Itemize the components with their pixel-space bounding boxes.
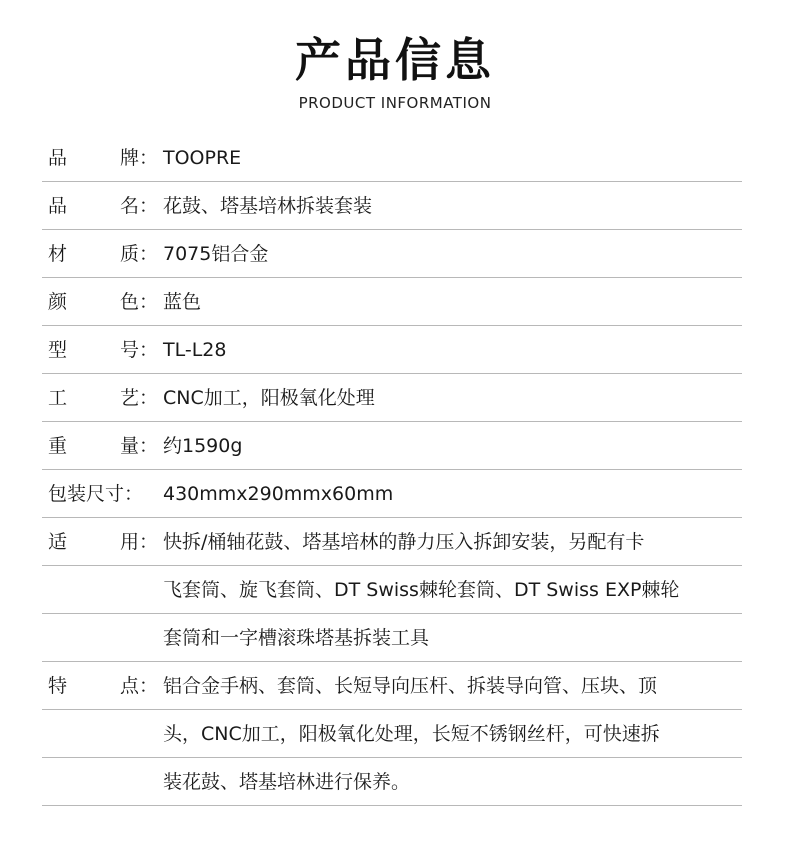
row-value: 快拆/桶轴花鼓、塔基培林的静力压入拆卸安装，另配有卡 <box>163 531 645 553</box>
row-features-cont <box>42 710 742 758</box>
label-char: 艺： <box>119 387 158 409</box>
label-char: 重 <box>48 435 68 457</box>
row-color <box>42 278 742 326</box>
row-label <box>48 422 158 470</box>
row-value: 7075铝合金 <box>163 243 269 265</box>
row-product-name <box>42 182 742 230</box>
row-value: 430mmx290mmx60mm <box>163 483 394 505</box>
row-label <box>48 470 158 518</box>
row-label <box>48 182 158 230</box>
label-char: 特 <box>48 675 68 697</box>
page-subtitle: PRODUCT INFORMATION <box>298 94 492 112</box>
label-char: 工 <box>48 387 68 409</box>
row-label <box>48 326 158 374</box>
label-char: 量： <box>119 435 158 457</box>
row-value: 约1590g <box>163 435 243 457</box>
row-value: 装花鼓、塔基培林进行保养。 <box>163 771 411 793</box>
row-applicable-cont <box>42 566 742 614</box>
row-process <box>42 374 742 422</box>
row-package-size <box>42 470 742 518</box>
row-value: 花鼓、塔基培林拆装套装 <box>163 195 373 217</box>
row-value: 铝合金手柄、套筒、长短导向压杆、拆装导向管、压块、顶 <box>163 675 658 697</box>
label-char: 品 <box>48 147 68 169</box>
row-divider <box>42 805 742 806</box>
row-label <box>48 374 158 422</box>
row-model <box>42 326 742 374</box>
label-char: 颜 <box>48 291 68 313</box>
row-features-cont <box>42 758 742 806</box>
label-char: 型 <box>48 339 68 361</box>
row-label <box>48 518 158 566</box>
label-char: 品 <box>48 195 68 217</box>
row-label <box>48 230 158 278</box>
label-char: 牌： <box>119 147 158 169</box>
row-applicable-cont <box>42 614 742 662</box>
label-char: 适 <box>48 531 68 553</box>
label-char: 号： <box>119 339 158 361</box>
label-char: 点： <box>119 675 158 697</box>
row-material <box>42 230 742 278</box>
row-label <box>48 662 158 710</box>
row-label <box>48 278 158 326</box>
row-features <box>42 662 742 710</box>
label-char: 材 <box>48 243 68 265</box>
product-info-table <box>42 134 742 806</box>
row-value: TL-L28 <box>163 339 227 361</box>
label-char: 色： <box>119 291 158 313</box>
row-brand <box>42 134 742 182</box>
label-char: 用： <box>119 531 158 553</box>
label-text: 包装尺寸： <box>48 483 144 505</box>
row-value: 飞套筒、旋飞套筒、DT Swiss棘轮套筒、DT Swiss EXP棘轮 <box>163 579 680 601</box>
row-value: CNC加工，阳极氧化处理 <box>163 387 375 409</box>
page-title: 产品信息 <box>295 33 495 87</box>
row-label <box>48 134 158 182</box>
row-value: 蓝色 <box>163 291 202 313</box>
row-value: TOOPRE <box>163 147 242 169</box>
row-weight <box>42 422 742 470</box>
row-value: 头，CNC加工，阳极氧化处理，长短不锈钢丝杆，可快速拆 <box>163 723 660 745</box>
label-char: 名： <box>119 195 158 217</box>
row-value: 套筒和一字槽滚珠塔基拆装工具 <box>163 627 430 649</box>
row-applicable <box>42 518 742 566</box>
label-char: 质： <box>119 243 158 265</box>
